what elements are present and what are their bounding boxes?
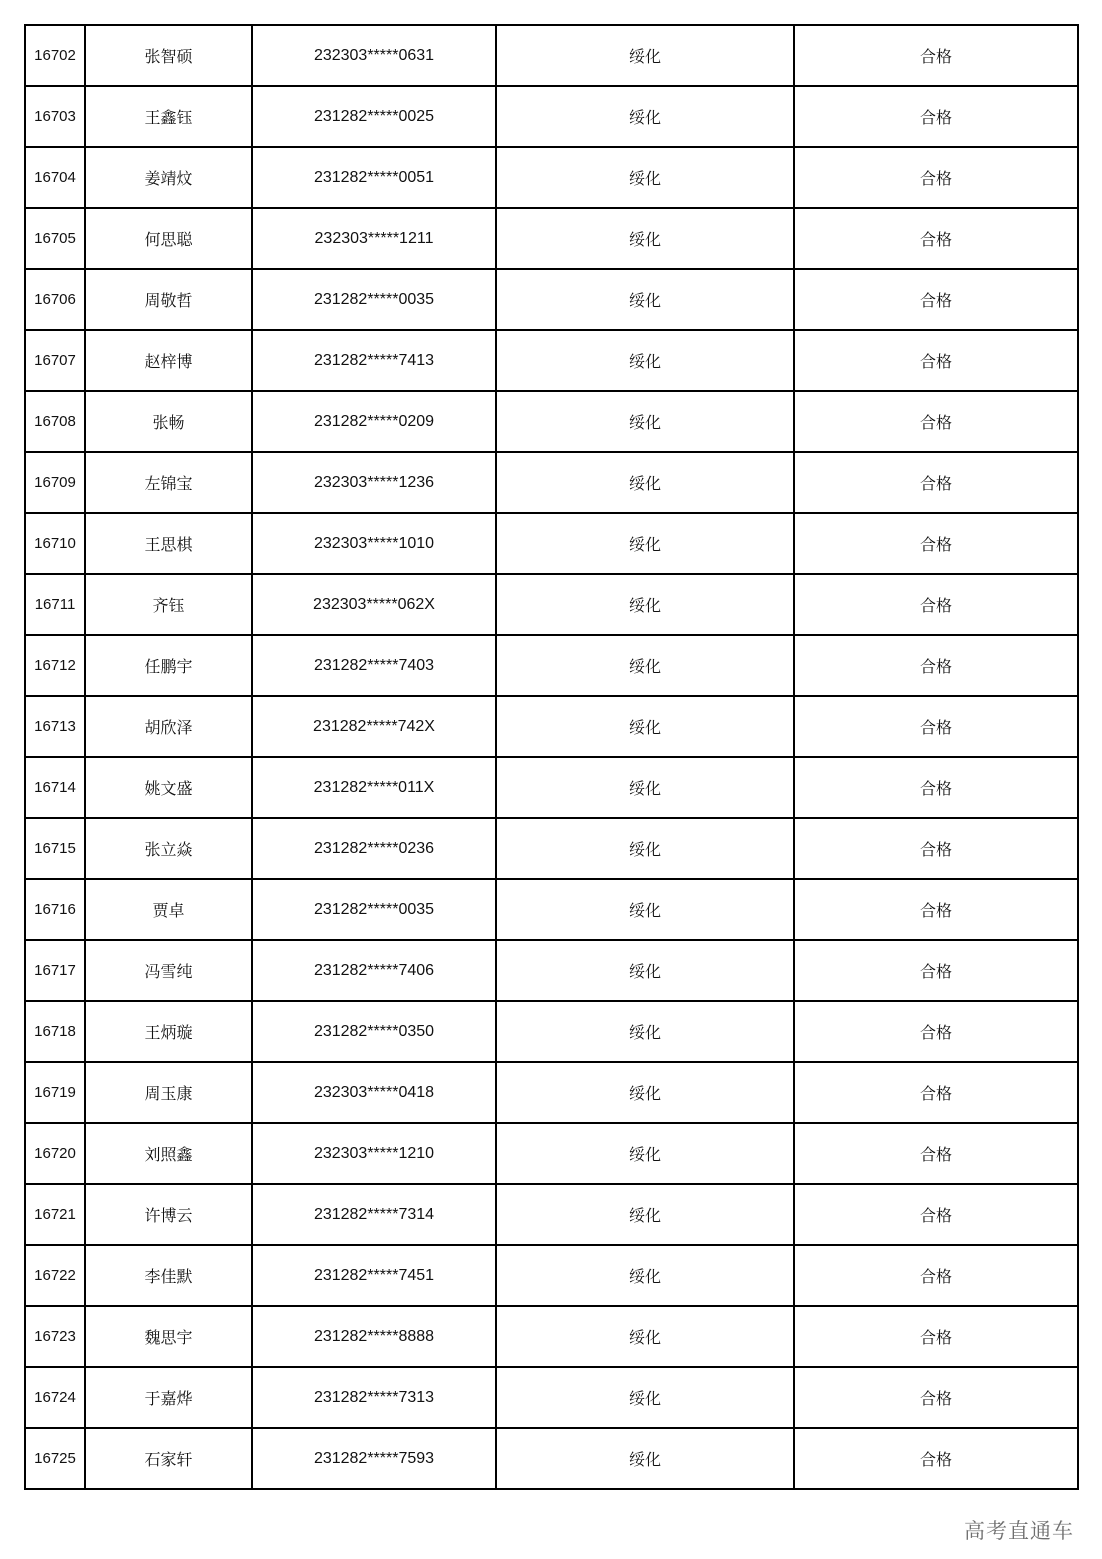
result-cell: 合格 [794, 940, 1078, 1001]
table-row [25, 757, 1078, 818]
id-number-cell: 231282*****7593 [252, 1428, 496, 1489]
serial-number-cell: 16706 [25, 269, 85, 330]
table-row [25, 574, 1078, 635]
result-cell: 合格 [794, 1184, 1078, 1245]
id-number-cell: 231282*****0035 [252, 269, 496, 330]
result-cell: 合格 [794, 147, 1078, 208]
serial-number-cell: 16708 [25, 391, 85, 452]
region-cell: 绥化 [496, 330, 794, 391]
region-cell: 绥化 [496, 391, 794, 452]
region-cell: 绥化 [496, 1123, 794, 1184]
table-row [25, 1123, 1078, 1184]
name-cell: 张畅 [85, 391, 252, 452]
table-row [25, 1001, 1078, 1062]
table-row [25, 1245, 1078, 1306]
id-number-cell: 231282*****7413 [252, 330, 496, 391]
name-cell: 左锦宝 [85, 452, 252, 513]
name-cell: 贾卓 [85, 879, 252, 940]
table-row [25, 269, 1078, 330]
table-row [25, 391, 1078, 452]
serial-number-cell: 16719 [25, 1062, 85, 1123]
result-cell: 合格 [794, 1306, 1078, 1367]
serial-number-cell: 16703 [25, 86, 85, 147]
serial-number-cell: 16714 [25, 757, 85, 818]
serial-number-cell: 16718 [25, 1001, 85, 1062]
name-cell: 任鹏宇 [85, 635, 252, 696]
table-row [25, 452, 1078, 513]
result-cell: 合格 [794, 574, 1078, 635]
table-row [25, 1062, 1078, 1123]
result-cell: 合格 [794, 635, 1078, 696]
name-cell: 周敬哲 [85, 269, 252, 330]
id-number-cell: 232303*****1010 [252, 513, 496, 574]
region-cell: 绥化 [496, 452, 794, 513]
serial-number-cell: 16709 [25, 452, 85, 513]
result-cell: 合格 [794, 1123, 1078, 1184]
id-number-cell: 231282*****742X [252, 696, 496, 757]
name-cell: 胡欣泽 [85, 696, 252, 757]
region-cell: 绥化 [496, 1001, 794, 1062]
id-number-cell: 231282*****0035 [252, 879, 496, 940]
id-number-cell: 232303*****0631 [252, 25, 496, 86]
result-cell: 合格 [794, 269, 1078, 330]
region-cell: 绥化 [496, 696, 794, 757]
roster-body [25, 25, 1078, 1489]
table-row [25, 696, 1078, 757]
name-cell: 何思聪 [85, 208, 252, 269]
region-cell: 绥化 [496, 25, 794, 86]
result-cell: 合格 [794, 879, 1078, 940]
region-cell: 绥化 [496, 208, 794, 269]
id-number-cell: 231282*****7451 [252, 1245, 496, 1306]
id-number-cell: 231282*****0209 [252, 391, 496, 452]
table-row [25, 330, 1078, 391]
serial-number-cell: 16707 [25, 330, 85, 391]
table-row [25, 1428, 1078, 1489]
name-cell: 李佳默 [85, 1245, 252, 1306]
region-cell: 绥化 [496, 635, 794, 696]
serial-number-cell: 16723 [25, 1306, 85, 1367]
region-cell: 绥化 [496, 513, 794, 574]
name-cell: 姚文盛 [85, 757, 252, 818]
serial-number-cell: 16704 [25, 147, 85, 208]
table-row [25, 1367, 1078, 1428]
name-cell: 石家轩 [85, 1428, 252, 1489]
region-cell: 绥化 [496, 1306, 794, 1367]
result-cell: 合格 [794, 1245, 1078, 1306]
serial-number-cell: 16705 [25, 208, 85, 269]
name-cell: 赵梓博 [85, 330, 252, 391]
id-number-cell: 231282*****011X [252, 757, 496, 818]
name-cell: 王思棋 [85, 513, 252, 574]
region-cell: 绥化 [496, 1367, 794, 1428]
region-cell: 绥化 [496, 147, 794, 208]
name-cell: 齐钰 [85, 574, 252, 635]
table-row [25, 513, 1078, 574]
serial-number-cell: 16711 [25, 574, 85, 635]
region-cell: 绥化 [496, 1184, 794, 1245]
serial-number-cell: 16715 [25, 818, 85, 879]
serial-number-cell: 16713 [25, 696, 85, 757]
id-number-cell: 232303*****062X [252, 574, 496, 635]
table-row [25, 1184, 1078, 1245]
watermark-text: 高考直通车 [964, 1519, 1074, 1543]
serial-number-cell: 16702 [25, 25, 85, 86]
serial-number-cell: 16710 [25, 513, 85, 574]
serial-number-cell: 16720 [25, 1123, 85, 1184]
region-cell: 绥化 [496, 818, 794, 879]
table-row [25, 818, 1078, 879]
result-cell: 合格 [794, 452, 1078, 513]
id-number-cell: 231282*****8888 [252, 1306, 496, 1367]
id-number-cell: 231282*****0025 [252, 86, 496, 147]
result-cell: 合格 [794, 696, 1078, 757]
id-number-cell: 232303*****1211 [252, 208, 496, 269]
name-cell: 许博云 [85, 1184, 252, 1245]
result-cell: 合格 [794, 330, 1078, 391]
result-cell: 合格 [794, 1062, 1078, 1123]
roster-sheet [24, 24, 1077, 1490]
region-cell: 绥化 [496, 86, 794, 147]
region-cell: 绥化 [496, 940, 794, 1001]
table-row [25, 86, 1078, 147]
result-cell: 合格 [794, 208, 1078, 269]
result-cell: 合格 [794, 1428, 1078, 1489]
result-cell: 合格 [794, 391, 1078, 452]
name-cell: 冯雪纯 [85, 940, 252, 1001]
table-row [25, 940, 1078, 1001]
serial-number-cell: 16712 [25, 635, 85, 696]
result-cell: 合格 [794, 818, 1078, 879]
region-cell: 绥化 [496, 574, 794, 635]
name-cell: 刘照鑫 [85, 1123, 252, 1184]
region-cell: 绥化 [496, 757, 794, 818]
table-row [25, 1306, 1078, 1367]
result-cell: 合格 [794, 757, 1078, 818]
id-number-cell: 231282*****7313 [252, 1367, 496, 1428]
id-number-cell: 231282*****7314 [252, 1184, 496, 1245]
serial-number-cell: 16724 [25, 1367, 85, 1428]
serial-number-cell: 16717 [25, 940, 85, 1001]
table-row [25, 635, 1078, 696]
serial-number-cell: 16721 [25, 1184, 85, 1245]
name-cell: 张立焱 [85, 818, 252, 879]
name-cell: 张智硕 [85, 25, 252, 86]
name-cell: 姜靖炆 [85, 147, 252, 208]
result-cell: 合格 [794, 25, 1078, 86]
name-cell: 周玉康 [85, 1062, 252, 1123]
result-cell: 合格 [794, 1001, 1078, 1062]
serial-number-cell: 16725 [25, 1428, 85, 1489]
id-number-cell: 232303*****1236 [252, 452, 496, 513]
serial-number-cell: 16716 [25, 879, 85, 940]
id-number-cell: 231282*****0051 [252, 147, 496, 208]
serial-number-cell: 16722 [25, 1245, 85, 1306]
table-row [25, 25, 1078, 86]
table-row [25, 208, 1078, 269]
table-row [25, 879, 1078, 940]
table-row [25, 147, 1078, 208]
roster-table [24, 24, 1079, 1490]
result-cell: 合格 [794, 86, 1078, 147]
id-number-cell: 231282*****0350 [252, 1001, 496, 1062]
id-number-cell: 231282*****0236 [252, 818, 496, 879]
name-cell: 于嘉烨 [85, 1367, 252, 1428]
result-cell: 合格 [794, 1367, 1078, 1428]
result-cell: 合格 [794, 513, 1078, 574]
region-cell: 绥化 [496, 1245, 794, 1306]
region-cell: 绥化 [496, 879, 794, 940]
id-number-cell: 232303*****1210 [252, 1123, 496, 1184]
name-cell: 魏思宇 [85, 1306, 252, 1367]
name-cell: 王炳璇 [85, 1001, 252, 1062]
region-cell: 绥化 [496, 269, 794, 330]
id-number-cell: 232303*****0418 [252, 1062, 496, 1123]
id-number-cell: 231282*****7403 [252, 635, 496, 696]
region-cell: 绥化 [496, 1062, 794, 1123]
name-cell: 王鑫钰 [85, 86, 252, 147]
region-cell: 绥化 [496, 1428, 794, 1489]
id-number-cell: 231282*****7406 [252, 940, 496, 1001]
